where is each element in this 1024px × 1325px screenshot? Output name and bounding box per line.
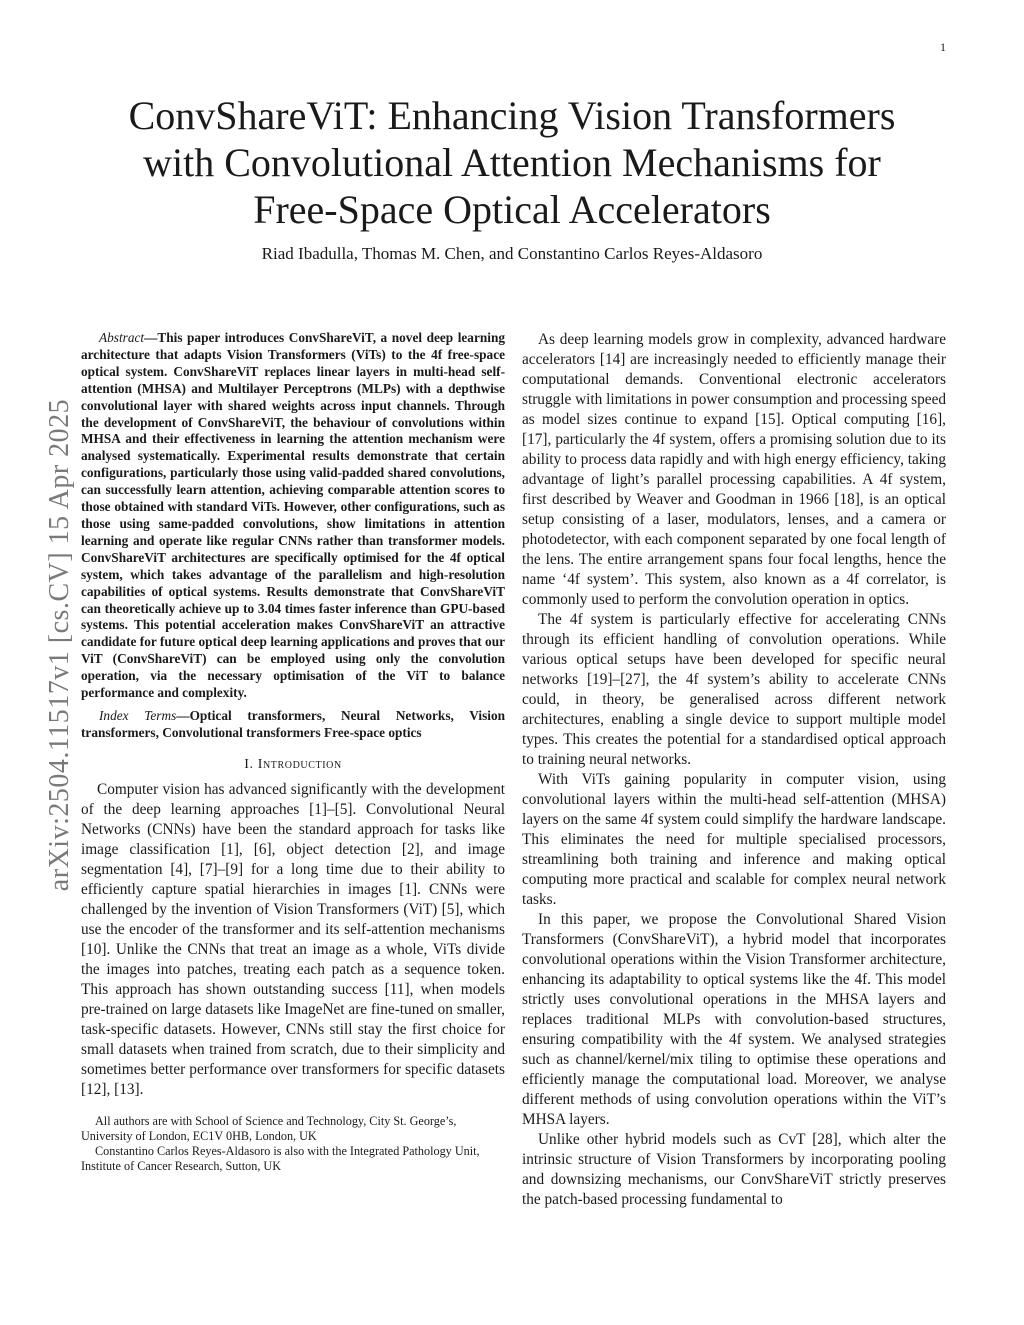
title-line: ConvShareViT: Enhancing Vision Transformers [128, 93, 896, 138]
body-paragraph: With ViTs gaining popularity in computer vision, using convolutional layers within the multi-head self-attention (MHSA) layers on the same 4f system could simplify the hardware landscape. This eliminates the need for multiple specialised processors, streamlining both training and inference and making optical computing more practical and scalable for complex neural network tasks. [522, 771, 946, 908]
arxiv-identifier: arXiv:2504.11517v1 [cs.CV] 15 Apr 2025 [44, 398, 75, 892]
index-terms-text: —Optical transformers, Neural Networks, Vision transformers, Convolutional transformers Free-space optics [81, 707, 505, 740]
abstract-text: —This paper introduces ConvShareViT, a novel deep learning architecture that adapts Vision Transformers (ViTs) to the 4f free-space optical system. ConvShareViT replaces linear layers in multi-head self-attention (MHSA) and Multilayer Perceptrons (MLPs) with a depthwise convolutional layer with shared weights across input channels. Through the development of ConvShareViT, the behaviour of convolutions within MHSA and their effectiveness in learning the attention mechanism were analysed systematically. Experimental results demonstrate that certain configurations, particularly those using valid-padded shared convolutions, can successfully learn attention, achieving comparable attention scores to those obtained with standard ViTs. However, other configurations, such as those using same-padded convolutions, show limitations in attention learning and operate like regular CNNs rather than transformer models. ConvShareViT architectures are specifically optimised for the 4f optical system, which takes advantage of the parallelism and high-resolution capabilities of optical systems. Results demonstrate that ConvShareViT can theoretically achieve up to 3.04 times faster inference than GPU-based systems. This potential acceleration makes ConvShareViT an attractive candidate for future optical deep learning applications and proves that our ViT (ConvShareViT) can be employed using only the convolution operation, via the necessary optimisation of the ViT to balance performance and complexity. [81, 330, 505, 701]
body-paragraph: As deep learning models grow in complexity, advanced hardware accelerators [14] are increasingly needed to efficiently manage their computational demands. Conventional electronic accelerators struggle with limitations in power consumption and processing speed as model sizes continue to expand [15]. Optical computing [16], [17], particularly the 4f system, offers a promising solution due to its ability to process data rapidly and with high energy efficiency, taking advantage of light’s parallel processing capabilities. A 4f system, first described by Weaver and Goodman in 1966 [18], is an optical setup consisting of a laser, modulators, lenses, and a camera or photodetector, with each component separated by one focal length of the lens. The entire arrangement spans four focal lengths, hence the name ‘4f system’. This system, also known as a 4f correlator, is commonly used to perform the convolution operation in optics. [522, 331, 947, 608]
paper-title [90, 92, 934, 233]
title-line: Free-Space Optical Accelerators [253, 187, 771, 232]
abstract-label: Abstract [99, 330, 145, 345]
section-number: I. [244, 756, 258, 772]
index-terms-label: Index Terms [99, 707, 177, 723]
abstract [81, 330, 505, 702]
author-list: Riad Ibadulla, Thomas M. Chen, and Constantino Carlos Reyes-Aldasoro [261, 244, 763, 263]
title-line: with Convolutional Attention Mechanisms for [143, 140, 881, 185]
body-paragraph: In this paper, we propose the Convolutional Shared Vision Transformers (ConvShareViT), a hybrid model that incorporates convolutional operations within the Vision Transformer architecture, enhancing its adaptability to optical systems like the 4f. This model strictly uses convolutional operations in the MHSA layers and replaces traditional MLPs with convolution-based structures, ensuring compatibility with the 4f system. We analysed strategies such as channel/kernel/mix tiling to optimise these operations and efficiently manage the computational load. Moreover, we analyse different methods of using convolution operations within the ViT’s MHSA layers. [522, 911, 946, 1128]
body-paragraph: Computer vision has advanced significantly with the development of the deep learning approaches [1]–[5]. Convolutional Neural Networks (CNNs) have been the standard approach for tasks like image classification [1], [6], object detection [2], and image segmentation [4], [7]–[9] for a long time due to their ability to efficiently capture spatial hierarchies in images [1]. CNNs were challenged by the invention of Vision Transformers (ViT) [5], which use the encoder of the transformer and its self-attention mechanisms [10]. Unlike the CNNs that treat an image as a whole, ViTs divide the images into patches, treating each patch as a sequence token. This approach has shown outstanding success [11], when models pre-trained on large datasets like ImageNet are fine-tuned on smaller, task-specific datasets. However, CNNs still stay the first choice for small datasets when trained from scratch, due to their simplicity and sometimes better performance over transformers for specific datasets [12], [13]. [81, 780, 505, 1098]
footnotes [81, 1114, 505, 1174]
left-column [81, 330, 505, 1174]
footnote: All authors are with School of Science and Technology, City St. George’s, University of London, EC1V 0HB, London, UK [81, 1113, 457, 1143]
body-paragraph: The 4f system is particularly effective for accelerating CNNs through its efficient handling of convolution operations. While various optical setups have been developed for specific neural networks [19]–[27], the 4f system’s ability to accelerate CNNs could, in theory, be generalised across different network architectures, enabling a single device to support multiple model types. This creates the potential for a standardised optical approach to training neural networks. [522, 611, 946, 768]
footnote: Constantino Carlos Reyes-Aldasoro is also with the Integrated Pathology Unit, Institute of Cancer Research, Sutton, UK [81, 1143, 480, 1173]
index-terms [81, 708, 505, 742]
right-column [522, 330, 946, 1210]
page-number: 1 [940, 40, 946, 54]
section-heading [81, 755, 505, 775]
body-paragraph: Unlike other hybrid models such as CvT [28], which alter the intrinsic structure of Vision Transformers by incorporating pooling and downsizing mechanisms, our ConvShareViT strictly preserves the patch-based processing fundamental to [522, 1131, 946, 1208]
section-title: Introduction [257, 756, 342, 772]
